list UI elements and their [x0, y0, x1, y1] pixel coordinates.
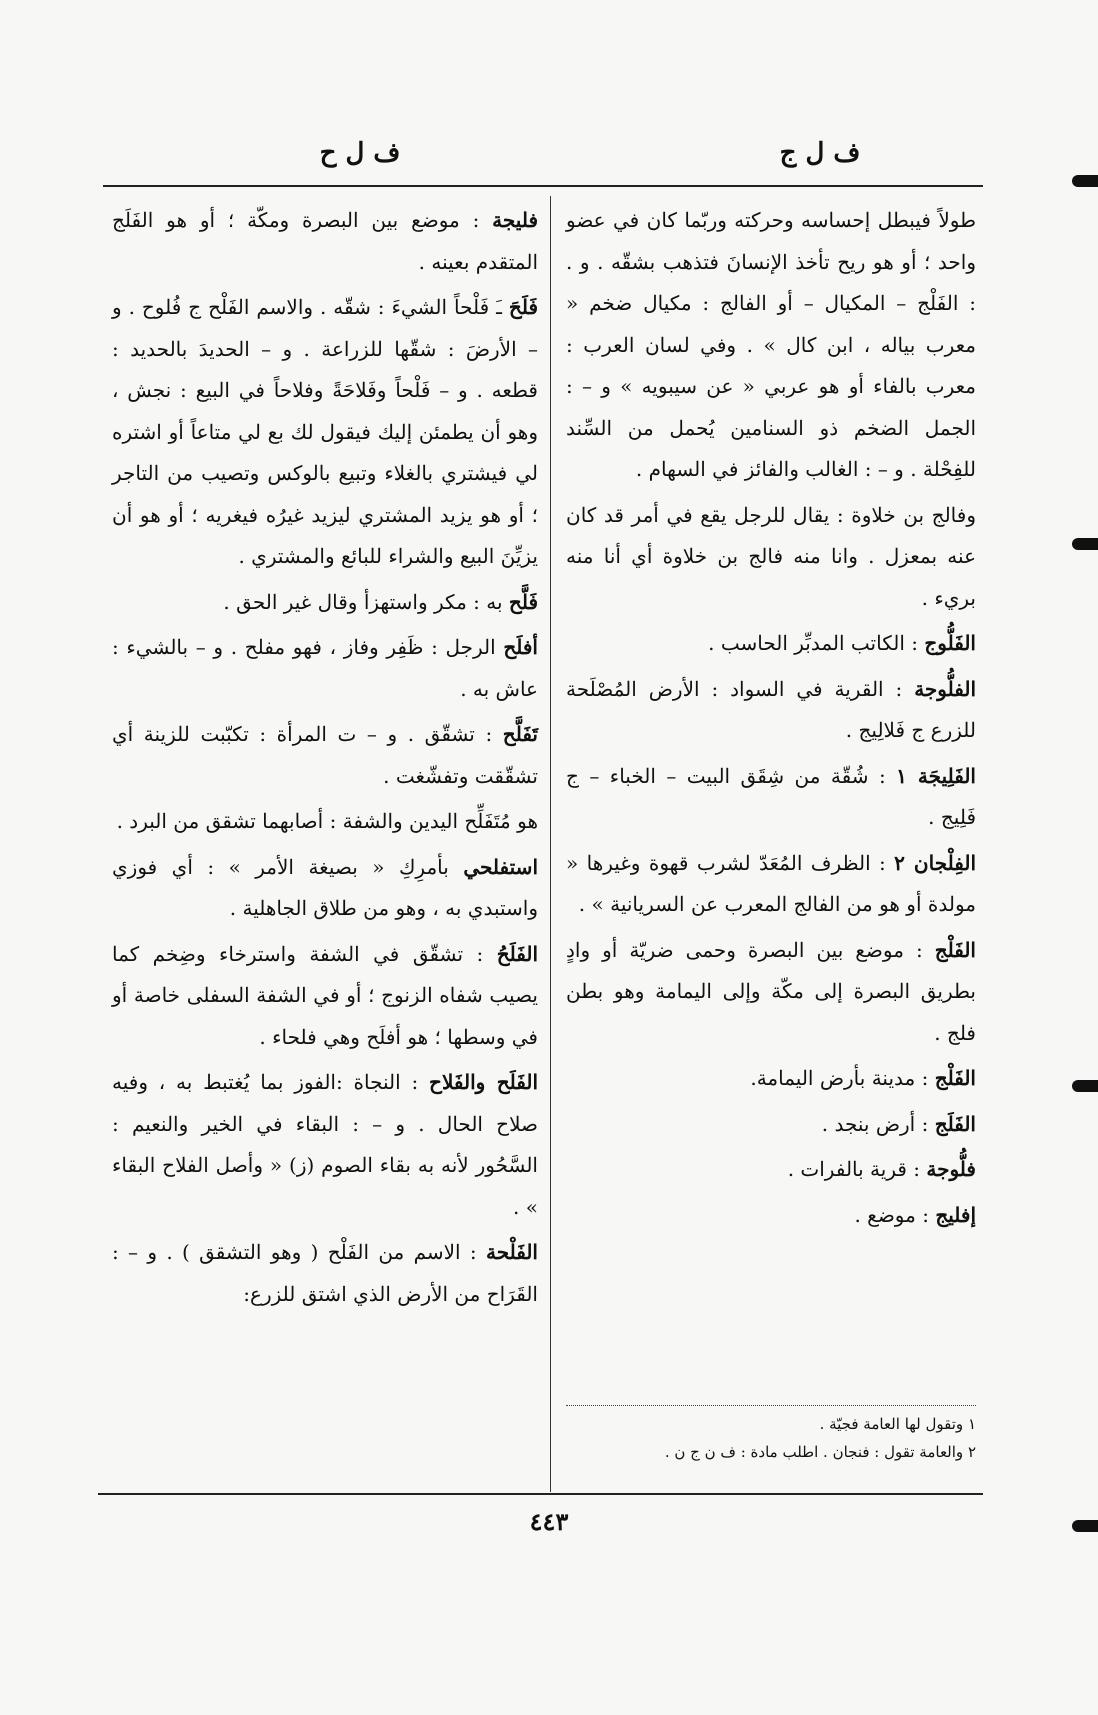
- dictionary-entry: [112, 287, 538, 578]
- dictionary-entry: [566, 1149, 976, 1191]
- entry-headword: أفلَح: [503, 635, 538, 659]
- entry-definition: : موضع بين البصرة ومكّة ؛ أو هو الفَلَج المتقدم بعينه .: [112, 208, 538, 274]
- dictionary-entry: [566, 669, 976, 752]
- dictionary-entry: [566, 1195, 976, 1237]
- edge-thumb-mark: [1072, 175, 1098, 187]
- entry-headword: الفِلْجان ٢: [894, 850, 977, 875]
- edge-thumb-mark: [1072, 538, 1098, 550]
- entry-definition: هو مُتَفَلِّح اليدين والشفة : أصابهما تشقق من البرد .: [116, 809, 538, 833]
- entry-definition: وفالج بن خلاوة : يقال للرجل يقع في أمر قد كان عنه بمعزل . وانا منه فالج بن خلاوة أي أنا منه بريء .: [566, 502, 976, 610]
- edge-thumb-mark: [1072, 1080, 1098, 1092]
- dictionary-entry: [112, 714, 538, 797]
- entry-definition: به : مكر واستهزأ وقال غير الحق .: [223, 589, 503, 614]
- entry-headword: الفَلَحُ: [496, 941, 539, 966]
- dictionary-entry: [112, 200, 538, 283]
- bottom-rule: [98, 1493, 983, 1495]
- entry-headword: الفَلُّوج: [924, 631, 976, 655]
- entry-headword: الفَلِيجَة ١: [896, 763, 976, 788]
- entry-headword: فَلَحَ: [508, 295, 539, 319]
- dictionary-entry: [112, 801, 538, 843]
- entry-headword: فلُّوجة: [926, 1157, 976, 1181]
- entry-headword: استفلحي: [463, 854, 538, 879]
- entry-definition: الرجل : ظَفِر وفاز ، فهو مفلح . و – بالشيء : عاش به .: [112, 635, 538, 701]
- dictionary-entry: [566, 1104, 976, 1146]
- dictionary-entry: [566, 843, 976, 926]
- entry-definition: بأمرِكِ « بصيغة الأمر » : أي فوزي واستبدي به ، وهو من طلاق الجاهلية .: [112, 854, 538, 920]
- entry-definition: : قرية بالفرات .: [787, 1157, 921, 1181]
- entry-definition: : مدينة بأرض اليمامة.: [750, 1066, 929, 1090]
- entry-definition: : الكاتب المدبِّر الحاسب .: [708, 631, 918, 655]
- dictionary-entry: [566, 1058, 976, 1100]
- entry-definition: : الاسم من الفَلْح ( وهو التشقق ) . و – : القَرَاح من الأرض الذي اشتق للزرع:: [112, 1240, 538, 1306]
- dictionary-entry: [112, 627, 538, 710]
- entry-definition: : القرية في السواد : الأرض المُصْلَحة للزرع ج فَلالِيج .: [566, 676, 976, 742]
- entry-headword: تَفَلَّح: [502, 722, 538, 746]
- dictionary-entry: [112, 582, 538, 624]
- footnote: ٢ والعامة تقول : فنجان . اطلب مادة : ف ن ج ن .: [664, 1443, 976, 1461]
- footnotes: [566, 1405, 976, 1466]
- dictionary-entry: [112, 1232, 538, 1315]
- dictionary-entry: [112, 934, 538, 1059]
- entry-definition: : أرض بنجد .: [821, 1111, 929, 1136]
- entry-definition: ـَ فَلْحاً الشيءَ : شقّه . والاسم الفَلْح ج فُلوح . و – الأرضَ : شقّها للزراعة . و – الحديدَ بالحديد : قطعه . و – فَلْحاً وفَلاحَةً وفلاحاً في البيع : نجش ، وهو أن يطمئن إليك فيقول لك بع لي متاعاً أو اشتره لي فيشتري بالغلاء وتبيع بالوكس وتصيب من التاجر ؛ أو هو يزيد المشتري ليزيد غيرُه فيغريه ؛ أو هو أن يزيِّنَ البيع والشراء للبائع والمشتري .: [112, 295, 538, 568]
- dictionary-entry: [112, 847, 538, 930]
- entry-headword: الفَلْج: [934, 1066, 976, 1090]
- entry-definition: : النجاة :الفوز بما يُغتبط به ، وفيه صلاح الحال . و – : البقاء في الخير والنعيم : السَّحُور لأنه به بقاء الصوم (ز) « وأصل الفلاح البقاء » .: [112, 1070, 538, 1219]
- entry-headword: إفليج: [935, 1202, 976, 1227]
- left-column: [112, 200, 538, 1319]
- entry-definition: : موضع بين البصرة وحمى ضريّة أو وادٍ بطريق البصرة إلى مكّة وإلى اليمامة وهو بطن فلج .: [566, 937, 976, 1045]
- entry-headword: فليجة: [492, 208, 539, 232]
- dictionary-entry: [566, 756, 976, 839]
- edge-thumb-mark: [1072, 1520, 1098, 1532]
- entry-headword: الفَلَج: [934, 1111, 976, 1136]
- page-number: ٤٤٣: [529, 1507, 569, 1536]
- header-root-right: ف ل ج: [779, 138, 861, 168]
- entry-definition: : تشقّق . و – ت المرأة : تكبّبت للزينة أي تشقّقت وتفشّغت .: [112, 722, 538, 788]
- dictionary-entry: [566, 623, 976, 665]
- entry-headword: الفَلْحة: [485, 1240, 538, 1264]
- entry-definition: : موضع .: [854, 1202, 929, 1227]
- dictionary-entry: [566, 930, 976, 1055]
- entry-headword: الفلُّوجة: [914, 676, 977, 701]
- entry-definition: : تشقّق في الشفة واسترخاء وضِخم كما يصيب شفاه الزنوج ؛ أو في الشفة السفلى خاصة أو في وسطها ؛ هو أفلَح وهي فلحاء .: [112, 941, 538, 1049]
- column-divider: [550, 196, 551, 1492]
- dictionary-entry: [566, 495, 976, 620]
- entry-definition: طولاً فيبطل إحساسه وحركته وربّما كان في عضو واحد ؛ أو هو ريح تأخذ الإنسانَ فتذهب بشقّه . و . : الفَلْج – المكيال – أو الفالج : مكيال ضخم « معرب بياله ، ابن كال » . وفي لسان العرب : معرب بالفاء أو هو عربي « عن سيبويه » و – : الجمل الضخم ذو السنامين يُحمل من السِّند للفِحْلة . و – : الغالب والفائز في السهام .: [566, 208, 976, 481]
- entry-headword: الفَلَح والفَلاح: [429, 1070, 539, 1094]
- footnote: ١ وتقول لها العامة فجيّة .: [819, 1415, 976, 1433]
- dictionary-entry: [112, 1062, 538, 1228]
- right-column: [566, 200, 976, 1240]
- header-root-left: ف ل ح: [319, 138, 401, 168]
- top-rule: [103, 185, 983, 187]
- entry-headword: الفَلْج: [934, 937, 976, 962]
- dictionary-entry: [566, 200, 976, 491]
- entry-headword: فَلَّح: [508, 589, 538, 614]
- entry-definition: : الظرف المُعَدّ لشرب قهوة وغيرها « مولدة أو هو من الفالج المعرب عن السريانية » .: [566, 850, 976, 916]
- entry-definition: : شُقّة من شِقَق البيت – الخباء – ج فَلِيج .: [566, 763, 976, 829]
